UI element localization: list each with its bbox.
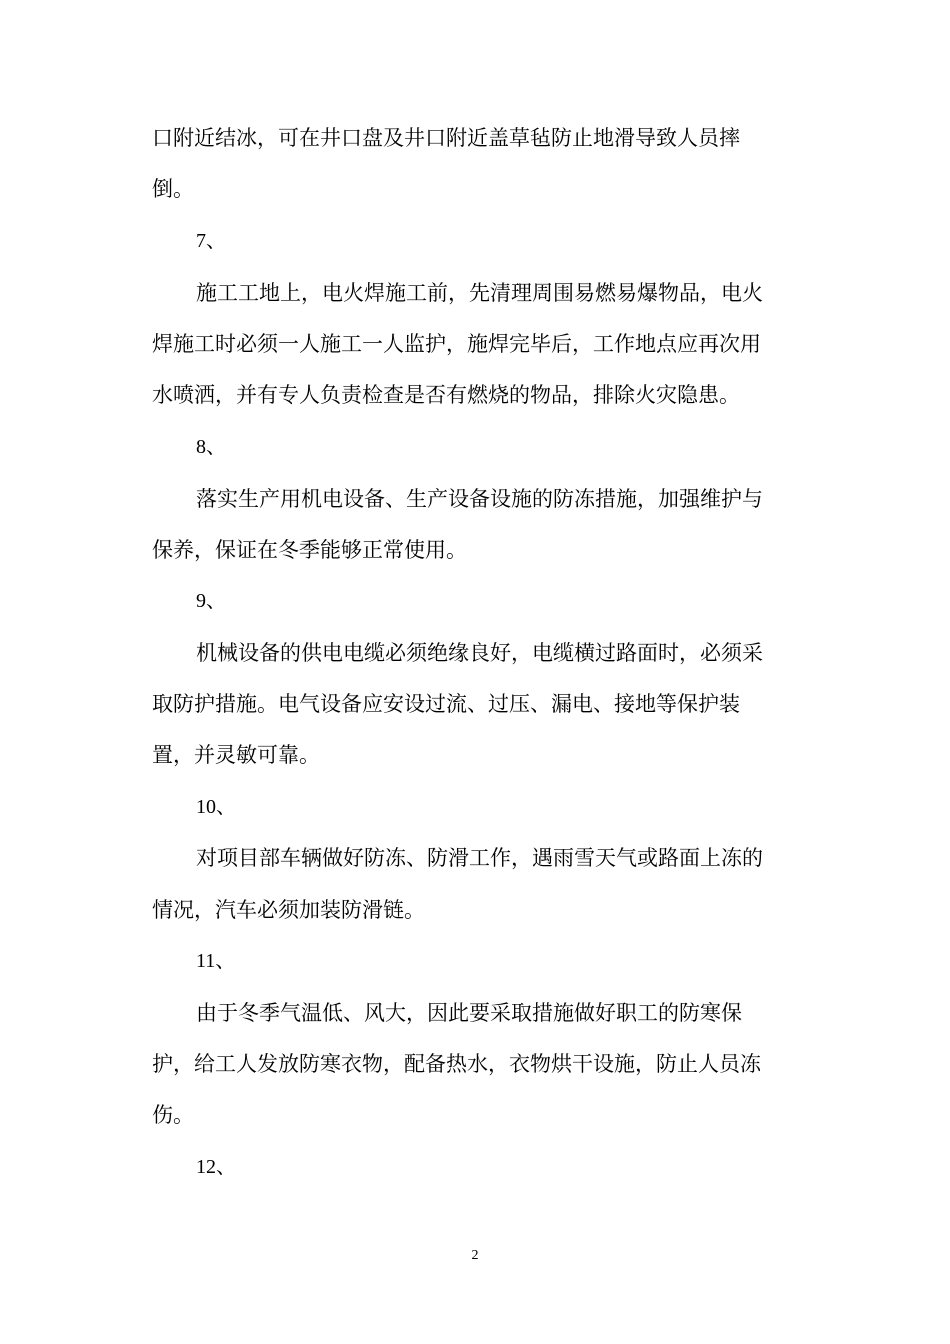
paragraph-line: 倒。 [152, 177, 194, 201]
page-number: 2 [471, 1248, 479, 1263]
paragraph-line: 水喷洒，并有专人负责检查是否有燃烧的物品，排除火灾隐患。 [152, 383, 740, 407]
paragraph-line: 焊施工时必须一人施工一人监护，施焊完毕后，工作地点应再次用 [152, 332, 761, 356]
paragraph-line: 伤。 [152, 1103, 194, 1127]
paragraph-line: 口附近结冰，可在井口盘及井口附近盖草毡防止地滑导致人员摔 [152, 126, 740, 150]
item-number: 8、 [196, 436, 226, 458]
paragraph-line: 情况，汽车必须加装防滑链。 [152, 898, 425, 922]
paragraph-line: 保养，保证在冬季能够正常使用。 [152, 538, 467, 562]
paragraph-line: 机械设备的供电电缆必须绝缘良好，电缆横过路面时，必须采 [196, 641, 763, 665]
paragraph-line: 对项目部车辆做好防冻、防滑工作，遇雨雪天气或路面上冻的 [196, 846, 763, 870]
paragraph-line: 施工工地上，电火焊施工前，先清理周围易燃易爆物品，电火 [196, 281, 763, 305]
paragraph-line: 取防护措施。电气设备应安设过流、过压、漏电、接地等保护装 [152, 692, 740, 716]
paragraph-line: 由于冬季气温低、风大，因此要采取措施做好职工的防寒保 [196, 1001, 742, 1025]
item-number: 12、 [196, 1156, 236, 1178]
item-number: 10、 [196, 796, 236, 818]
item-number: 11、 [196, 950, 236, 972]
paragraph-line: 落实生产用机电设备、生产设备设施的防冻措施，加强维护与 [196, 487, 763, 511]
item-number: 9、 [196, 590, 226, 612]
item-number: 7、 [196, 230, 226, 252]
paragraph-line: 置，并灵敏可靠。 [152, 743, 320, 767]
paragraph-line: 护，给工人发放防寒衣物，配备热水，衣物烘干设施，防止人员冻 [152, 1052, 761, 1076]
